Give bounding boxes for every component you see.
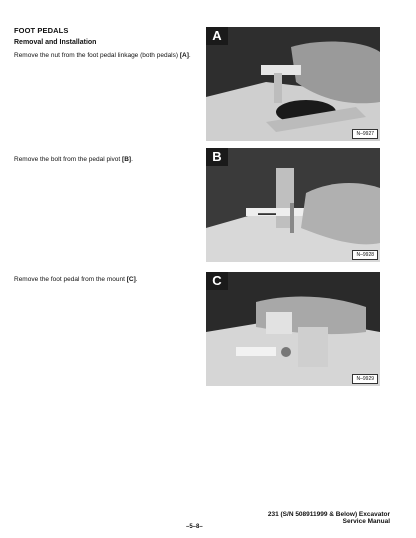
manual-title-line-1: 231 (S/N 508911999 & Below) Excavator	[267, 511, 390, 518]
figure-b-label: B	[206, 148, 228, 166]
step-1-ref: [A]	[179, 52, 189, 59]
figure-c-label: C	[206, 272, 228, 290]
manual-title-line-2: Service Manual	[342, 518, 390, 525]
figure-b-illustration	[206, 148, 380, 262]
step-3-text: Remove the foot pedal from the mount	[14, 276, 125, 283]
step-2-ref: [B]	[122, 156, 132, 163]
step-1: Remove the nut from the foot pedal linkage (both pedals) [A].	[14, 52, 191, 59]
manual-title	[268, 511, 390, 525]
figure-b-logo-mark: ▬▬▬	[258, 211, 276, 217]
figure-b-code: N–9928	[352, 250, 378, 260]
figure-c-code: N–9929	[352, 374, 378, 384]
figure-c-illustration	[206, 272, 380, 386]
figure-a-label: A	[206, 27, 228, 45]
figure-a-code: N–9927	[352, 129, 378, 139]
step-2-text: Remove the bolt from the pedal pivot	[14, 156, 121, 163]
section-title: FOOT PEDALS	[14, 26, 69, 35]
figure-c-photo	[206, 272, 380, 386]
step-3-ref: [C]	[126, 276, 136, 283]
figure-b-photo	[206, 148, 380, 262]
step-1-text: Remove the nut from the foot pedal linkage (both pedals)	[14, 52, 179, 59]
figure-a-photo	[206, 27, 380, 141]
section-subtitle: Removal and Installation	[14, 39, 97, 46]
figure-a-illustration	[206, 27, 380, 141]
step-3: Remove the foot pedal from the mount [C].	[14, 276, 138, 283]
page-number: –5–8–	[186, 524, 203, 530]
step-2: Remove the bolt from the pedal pivot [B].	[14, 156, 133, 163]
